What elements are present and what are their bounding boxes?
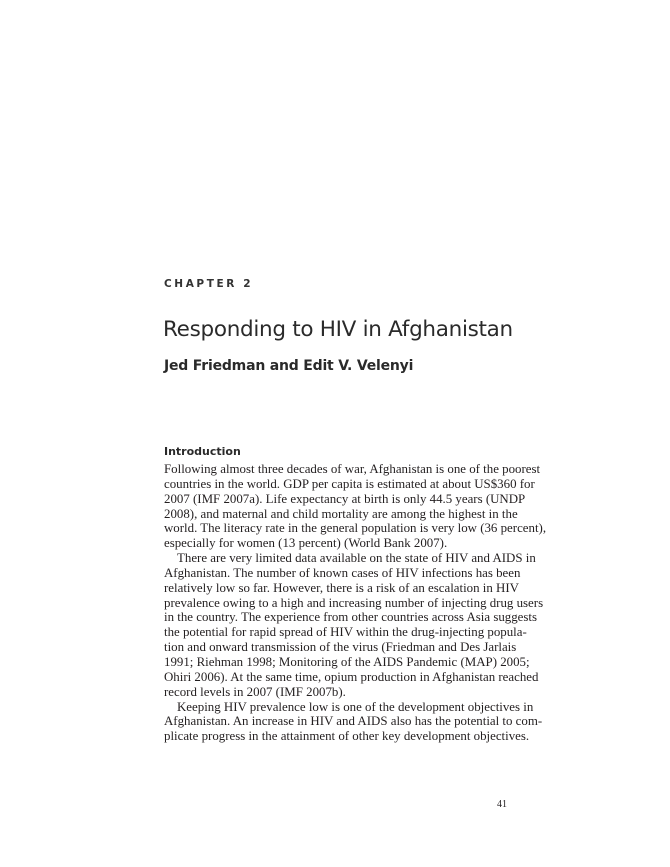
body-line: 1991; Riehman 1998; Monitoring of the AIDS Pandemic (MAP) 2005; xyxy=(164,654,530,669)
body-line: in the country. The experience from other countries across Asia suggests xyxy=(164,610,538,625)
chapter-authors: Jed Friedman and Edit V. Velenyi xyxy=(164,358,414,374)
body-line: world. The literacy rate in the general population is very low (36 percent), xyxy=(164,521,547,536)
body-line: There are very limited data available on the state of HIV and AIDS in xyxy=(177,551,536,566)
page-number: 41 xyxy=(497,799,507,810)
body-line: especially for women (13 percent) (World Bank 2007). xyxy=(164,536,448,551)
body-line: Afghanistan. The number of known cases of HIV infections has been xyxy=(164,565,521,580)
body-line: the potential for rapid spread of HIV within the drug-injecting popula- xyxy=(164,625,527,640)
chapter-label: CHAPTER 2 xyxy=(164,278,254,290)
body-line: relatively low so far. However, there is a risk of an escalation in HIV xyxy=(164,580,519,595)
body-line: tion and onward transmission of the virus (Friedman and Des Jarlais xyxy=(164,640,517,655)
body-text xyxy=(164,462,547,744)
body-line: plicate progress in the attainment of other key development objectives. xyxy=(164,729,530,744)
chapter-title: Responding to HIV in Afghanistan xyxy=(163,317,513,342)
body-line: 2008), and maternal and child mortality are among the highest in the xyxy=(164,506,518,521)
body-line: 2007 (IMF 2007a). Life expectancy at birth is only 44.5 years (UNDP xyxy=(164,491,526,506)
body-line: Afghanistan. An increase in HIV and AIDS also has the potential to com- xyxy=(164,714,543,729)
body-line: record levels in 2007 (IMF 2007b). xyxy=(164,684,346,699)
section-heading: Introduction xyxy=(164,445,241,458)
body-line: countries in the world. GDP per capita is estimated at about US$360 for xyxy=(164,476,535,491)
body-line: prevalence owing to a high and increasing number of injecting drug users xyxy=(164,595,544,610)
body-line: Ohiri 2006). At the same time, opium production in Afghanistan reached xyxy=(164,669,539,684)
body-line: Keeping HIV prevalence low is one of the development objectives in xyxy=(177,699,534,714)
body-line: Following almost three decades of war, Afghanistan is one of the poorest xyxy=(164,462,541,476)
